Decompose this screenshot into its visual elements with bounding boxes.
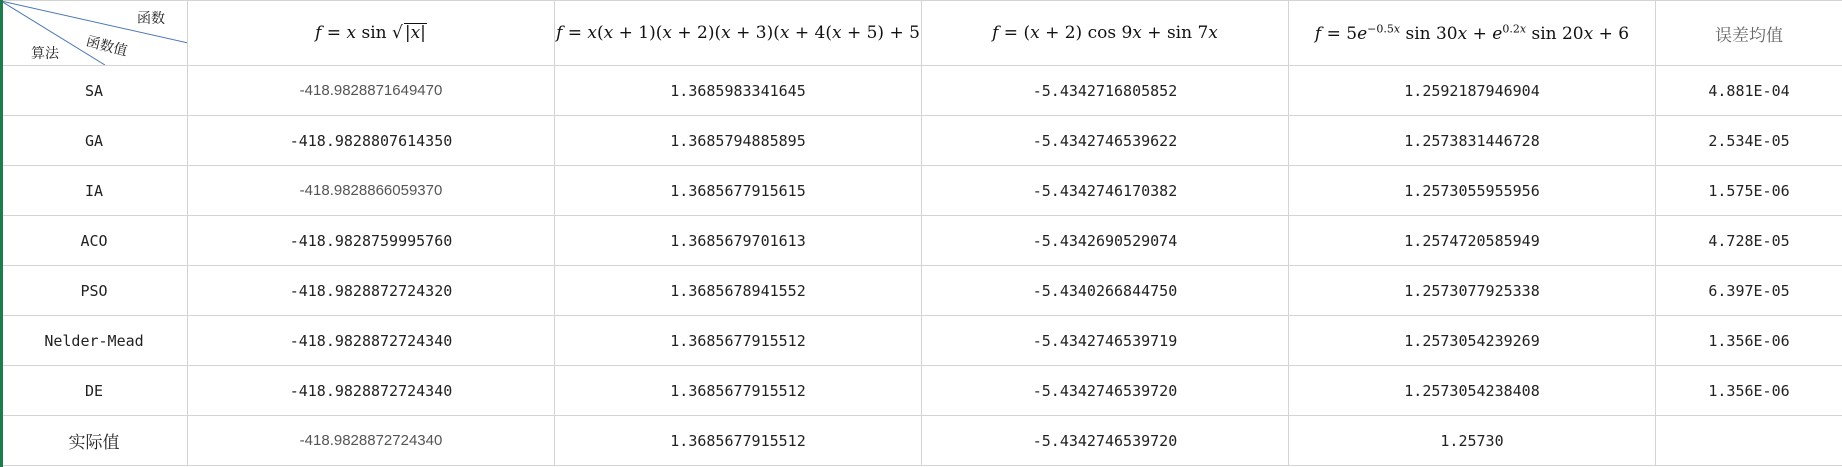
corner-header-cell[interactable] [1,1,188,66]
f4-value-cell[interactable]: 1.2573054238408 [1289,366,1656,416]
function-3-formula: f = (x + 2) cos 9x + sin 7x [992,23,1218,43]
table-row [1,166,1842,216]
f1-value-cell[interactable]: -418.9828759995760 [188,216,555,266]
f1-value-cell[interactable]: -418.9828866059370 [188,166,555,216]
corner-algorithm-label: 算法 [31,46,59,62]
f4-value-cell[interactable]: 1.2573077925338 [1289,266,1656,316]
f1-value-cell[interactable]: -418.9828872724340 [188,366,555,416]
table-row [1,316,1842,366]
f3-value-cell[interactable]: -5.4340266844750 [922,266,1289,316]
function-4-header[interactable] [1289,1,1656,66]
algorithm-cell[interactable]: Nelder-Mead [1,316,188,366]
algorithm-cell[interactable]: IA [1,166,188,216]
f1-value-cell[interactable]: -418.9828872724320 [188,266,555,316]
f4-value-cell[interactable]: 1.2573054239269 [1289,316,1656,366]
table-row [1,66,1842,116]
f3-value-cell[interactable]: -5.4342746539720 [922,366,1289,416]
function-1-formula: f = x sin √ |x| [315,23,426,43]
f2-value-cell[interactable]: 1.3685677915512 [555,366,922,416]
header-row [1,1,1842,66]
f1-value-cell[interactable]: -418.9828807614350 [188,116,555,166]
function-3-header[interactable] [922,1,1289,66]
algorithm-cell[interactable]: DE [1,366,188,416]
f1-value-cell[interactable]: -418.9828872724340 [188,416,555,466]
f4-value-cell[interactable]: 1.2574720585949 [1289,216,1656,266]
f2-value-cell[interactable]: 1.3685678941552 [555,266,922,316]
f2-value-cell[interactable]: 1.3685794885895 [555,116,922,166]
f4-value-cell[interactable]: 1.2573831446728 [1289,116,1656,166]
error-value-cell[interactable]: 6.397E-05 [1656,266,1842,316]
error-value-cell[interactable]: 1.356E-06 [1656,316,1842,366]
table-row [1,266,1842,316]
error-value-cell[interactable]: 1.575E-06 [1656,166,1842,216]
algorithm-cell[interactable]: SA [1,66,188,116]
algorithm-cell[interactable]: ACO [1,216,188,266]
error-value-cell[interactable]: 4.881E-04 [1656,66,1842,116]
error-mean-header[interactable] [1656,1,1842,66]
f4-value-cell[interactable]: 1.2573055955956 [1289,166,1656,216]
f4-value-cell[interactable]: 1.2592187946904 [1289,66,1656,116]
f2-value-cell[interactable]: 1.3685983341645 [555,66,922,116]
function-4-formula: $f = 5e^{-0.5x}$ $\sin 30x + e^{0.2x}$ sin 20x + 6 [1314,22,1630,44]
f3-value-cell[interactable]: -5.4342746539720 [922,416,1289,466]
sheet-accent-bar [0,0,3,467]
function-2-formula: f = x(x + 1)(x + 2)(x + 3)(x + 4(x + 5) + 5 [556,23,920,43]
function-1-header[interactable] [188,1,555,66]
f2-value-cell[interactable]: 1.3685677915512 [555,316,922,366]
f3-value-cell[interactable]: -5.4342746539719 [922,316,1289,366]
algorithm-cell[interactable]: GA [1,116,188,166]
table-row [1,116,1842,166]
table-row [1,416,1842,466]
f1-value-cell[interactable]: -418.9828871649470 [188,66,555,116]
f4-value-cell[interactable]: 1.25730 [1289,416,1656,466]
table-row [1,216,1842,266]
corner-value-label: 函数值 [84,33,130,60]
error-value-cell[interactable]: 4.728E-05 [1656,216,1842,266]
f2-value-cell[interactable]: 1.3685679701613 [555,216,922,266]
f1-value-cell[interactable]: -418.9828872724340 [188,316,555,366]
function-2-header[interactable] [555,1,922,66]
corner-function-label: 函数 [137,11,165,27]
f2-value-cell[interactable]: 1.3685677915615 [555,166,922,216]
error-value-cell[interactable]: 2.534E-05 [1656,116,1842,166]
error-value-cell[interactable]: 1.356E-06 [1656,366,1842,416]
f2-value-cell[interactable]: 1.3685677915512 [555,416,922,466]
f3-value-cell[interactable]: -5.4342746170382 [922,166,1289,216]
f3-value-cell[interactable]: -5.4342690529074 [922,216,1289,266]
algorithm-cell[interactable]: 实际值 [1,416,188,466]
algorithm-cell[interactable]: PSO [1,266,188,316]
f3-value-cell[interactable]: -5.4342716805852 [922,66,1289,116]
error-mean-label: 误差均值 [1715,25,1783,46]
f3-value-cell[interactable]: -5.4342746539622 [922,116,1289,166]
error-value-cell[interactable] [1656,416,1842,466]
table-row [1,366,1842,416]
